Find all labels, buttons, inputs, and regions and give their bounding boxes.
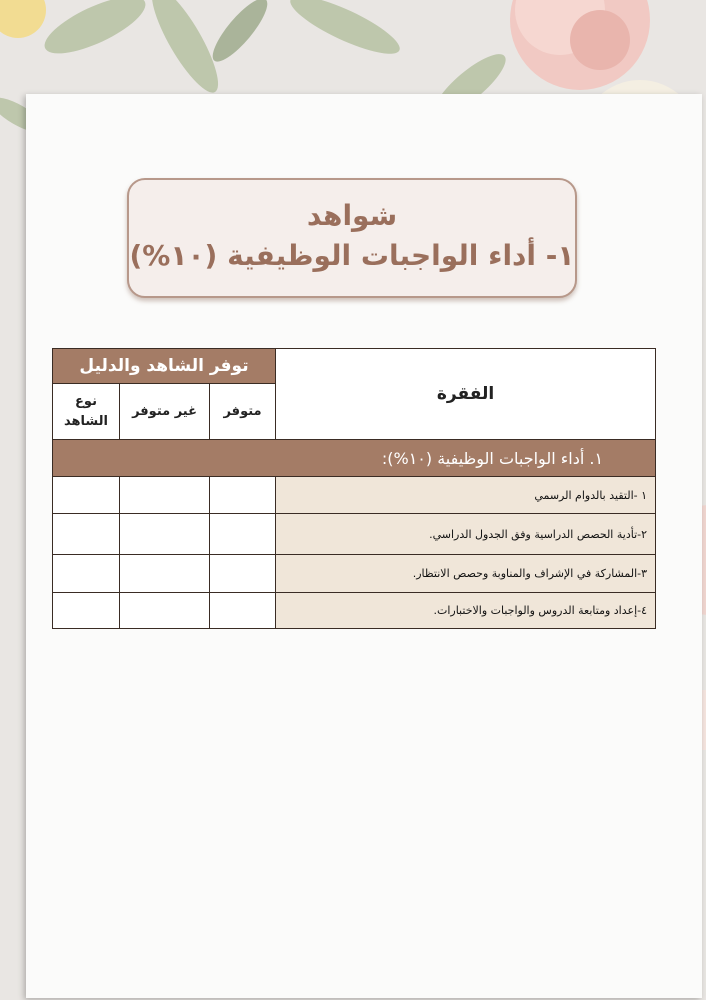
title-subheading: ١- أداء الواجبات الوظيفية (١٠%) xyxy=(129,239,575,272)
table-row xyxy=(53,477,656,514)
header-item: الفقرة xyxy=(276,349,656,440)
available-cell[interactable] xyxy=(210,555,276,593)
item-text: ٣-المشاركة في الإشراف والمناوبة وحصص الانتظار. xyxy=(276,555,656,593)
item-text: ١ -التقيد بالدوام الرسمي xyxy=(276,477,656,514)
evidence-type-cell[interactable] xyxy=(53,514,120,555)
header-evidence-availability: توفر الشاهد والدليل xyxy=(53,349,276,384)
item-text: ٤-إعداد ومتابعة الدروس والواجبات والاختبارات. xyxy=(276,593,656,629)
available-cell[interactable] xyxy=(210,477,276,514)
evidence-type-cell[interactable] xyxy=(53,555,120,593)
table-row xyxy=(53,593,656,629)
header-available: متوفر xyxy=(210,384,276,440)
evidence-type-cell[interactable] xyxy=(53,477,120,514)
section-title: ١. أداء الواجبات الوظيفية (١٠%): xyxy=(53,440,656,477)
title-heading: شواهد xyxy=(306,199,398,232)
evidence-type-cell[interactable] xyxy=(53,593,120,629)
not-available-cell[interactable] xyxy=(120,555,210,593)
header-evidence-type: نوع الشاهد xyxy=(53,384,120,440)
available-cell[interactable] xyxy=(210,514,276,555)
not-available-cell[interactable] xyxy=(120,593,210,629)
item-text: ٢-تأدية الحصص الدراسية وفق الجدول الدراسي. xyxy=(276,514,656,555)
table-row xyxy=(53,555,656,593)
header-not-available: غير متوفر xyxy=(120,384,210,440)
evidence-table xyxy=(52,348,656,629)
not-available-cell[interactable] xyxy=(120,514,210,555)
title-box xyxy=(127,178,577,298)
table-row xyxy=(53,514,656,555)
not-available-cell[interactable] xyxy=(120,477,210,514)
available-cell[interactable] xyxy=(210,593,276,629)
